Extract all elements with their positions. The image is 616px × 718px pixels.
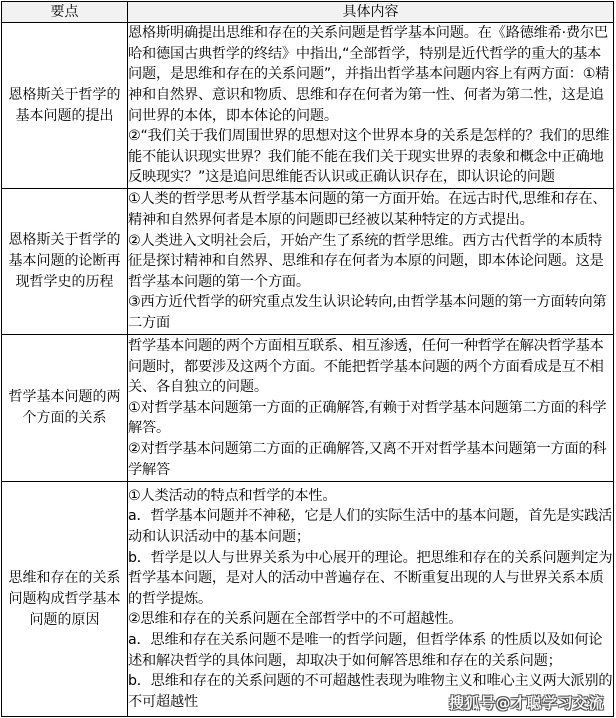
content-paragraph: ①对哲学基本问题第一方面的正确解答,有赖于对哲学基本问题第二方面的科学解答。 <box>128 399 607 437</box>
header-key-points: 要点 <box>2 2 128 23</box>
row-key-cell: 恩格斯关于哲学的基本问题的提出 <box>2 23 128 189</box>
content-paragraph: ①人类的哲学思考从哲学基本问题的第一方面开始。在远古时代,思维和存在、精神和自然界何者是本原的问题即已经被以某种特定的方式提出。 <box>128 191 607 229</box>
row-content-cell <box>128 482 614 717</box>
content-paragraph: 哲学基本问题的两个方面相互联系、相互渗透，任何一种哲学在解决哲学基本问题时，都要涉及这两个方面。不能把哲学基本问题的两个方面看成是互不相关、各自独立的问题。 <box>128 337 604 396</box>
table-row <box>2 334 614 481</box>
content-paragraph: a．哲学基本问题并不神秘，它是人们的实际生活中的基本问题，首先是实践活动和认识活动中的基本问题； <box>128 508 613 546</box>
content-paragraph: ②对哲学基本问题第二方面的正确解答,又离不开对哲学基本问题第一方面的科学解答 <box>128 440 607 478</box>
row-content-cell <box>128 189 614 335</box>
content-paragraph: ②思维和存在的关系问题在全部哲学中的不可超越性。 <box>128 611 463 628</box>
content-paragraph: b．哲学是以人与世界关系为中心展开的理论。把思维和存在的关系问题判定为哲学基本问题，是对人的活动中普遍存在、不断重复出现的人与世界关系本质的哲学提炼。 <box>128 549 613 607</box>
content-paragraph: ②“我们关于我们周围世界的思想对这个世界本身的关系是怎样的？我们的思维能不能认识现实世界？我们能不能在我们关于现实世界的表象和概念中正确地反映现实？”这是追问思维能否认识或正确认识存在，即认识论的问题 <box>128 128 610 186</box>
table-row <box>2 23 614 189</box>
key-points-table <box>1 1 614 717</box>
table-row <box>2 482 614 717</box>
header-details: 具体内容 <box>128 2 614 23</box>
content-paragraph: ③西方近代哲学的研究重点发生认识论转向,由哲学基本问题的第一方面转向第二方面 <box>128 294 607 332</box>
content-paragraph: ②人类进入文明社会后，开始产生了系统的哲学思维。西方古代哲学的本质特征是探讨精神和自然界、思维和存在何者为本原的问题，即本体论问题。这是哲学基本问题的第一个方面。 <box>128 232 604 290</box>
watermark: 搜狐号@才聪学习交流 <box>448 694 604 712</box>
row-key-cell: 恩格斯关于哲学的基本问题的论断再现哲学史的历程 <box>2 189 128 335</box>
content-paragraph: b．思维和存在的关系问题的不可超越性表现为唯物主义和唯心主义两大派别的不可超越性 <box>128 673 613 710</box>
table-row <box>2 189 614 335</box>
row-content-cell <box>128 23 614 189</box>
content-paragraph: 恩格斯明确提出思维和存在的关系问题是哲学基本问题。在《路德维希·费尔巴哈和德国古典哲学的终结》中指出,“全部哲学，特别是近代哲学的重大的基本问题，是思维和存在的关系问题”，并指出哲学基本问题内容上有两方面：①精神和自然界、意识和物质、思维和存在何者为第一性、何者为第二性，这是追问世界的本体，即本体论的问题。 <box>128 25 610 124</box>
content-paragraph: ①人类活动的特点和哲学的本性。 <box>128 487 337 504</box>
row-content-cell <box>128 334 614 481</box>
row-key-cell: 思维和存在的关系问题构成哲学基本问题的原因 <box>2 482 128 717</box>
row-key-cell: 哲学基本问题的两个方面的关系 <box>2 334 128 481</box>
content-paragraph: a．思维和存在关系问题不是唯一的哲学问题，但哲学体系 的性质以及如何论述和解决哲学的具体问题，却取决于如何解答思维和存在的关系问题； <box>128 632 603 669</box>
table-header-row <box>2 2 614 23</box>
